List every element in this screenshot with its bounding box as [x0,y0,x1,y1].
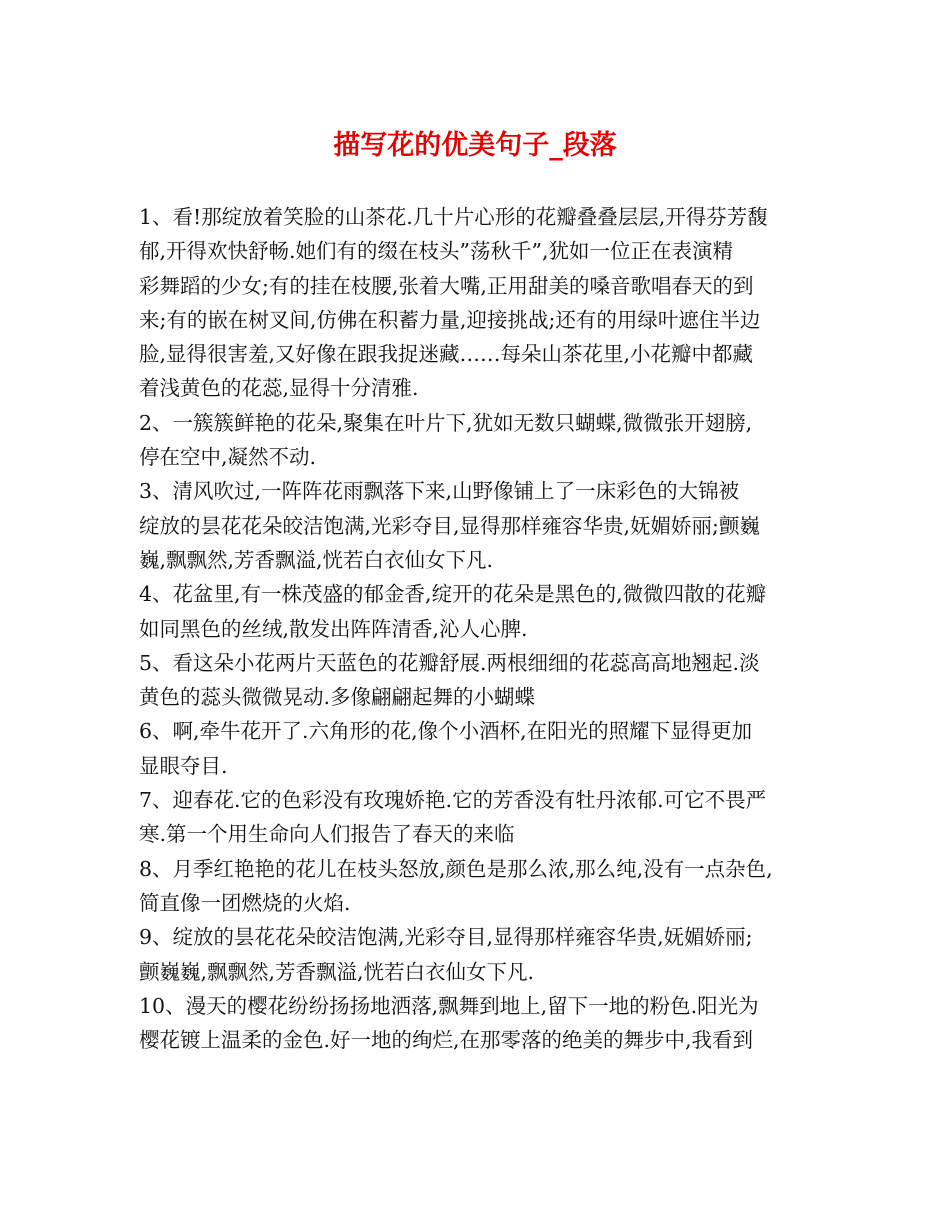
text-line: 10、漫天的樱花纷纷扬扬地洒落,飘舞到地上,留下一地的粉色.阳光为 [139,993,759,1018]
text-line: 8、月季红艳艳的花儿在枝头怒放,颜色是那么浓,那么纯,没有一点杂色, [139,856,773,881]
text-line: 如同黑色的丝绒,散发出阵阵清香,沁人心脾. [139,616,528,641]
text-line: 巍,飘飘然,芳香飘溢,恍若白衣仙女下凡. [139,547,494,572]
page-title: 描写花的优美句子_段落 [333,130,617,161]
text-line: 4、花盆里,有一株茂盛的郁金香,绽开的花朵是黑色的,微微四散的花瓣 [139,582,767,607]
text-line: 黄色的蕊头微微晃动.多像翩翩起舞的小蝴蝶 [139,685,536,710]
text-line: 寒.第一个用生命向人们报告了春天的来临 [139,822,515,847]
text-line: 5、看这朵小花两片天蓝色的花瓣舒展.两根细细的花蕊高高地翘起.淡 [139,650,760,675]
text-line: 1、看!那绽放着笑脸的山茶花.几十片心形的花瓣叠叠层层,开得芬芳馥 [139,205,768,229]
text-line: 郁,开得欢快舒畅.她们有的缀在枝头”荡秋千”,犹如一位正在表演精 [139,239,734,264]
text-line: 停在空中,凝然不动. [139,445,317,470]
text-line: 7、迎春花.它的色彩没有玫瑰娇艳.它的芳香没有牡丹浓郁.可它不畏严 [139,788,767,813]
text-line: 显眼夺目. [139,753,228,778]
text-line: 6、啊,牵牛花开了.六角形的花,像个小酒杯,在阳光的照耀下显得更加 [139,719,753,744]
text-line: 3、清风吹过,一阵阵花雨飘落下来,山野像铺上了一床彩色的大锦被 [139,479,740,504]
text-line: 绽放的昙花花朵皎洁饱满,光彩夺目,显得那样雍容华贵,妩媚娇丽;颤巍 [139,513,760,538]
text-line: 彩舞蹈的少女;有的挂在枝腰,张着大嘴,正用甜美的嗓音歌唱春天的到 [139,273,754,298]
text-line: 2、一簇簇鲜艳的花朵,聚集在叶片下,犹如无数只蝴蝶,微微张开翅膀, [139,410,753,435]
document-body [139,200,819,1057]
text-line: 樱花镀上温柔的金色.好一地的绚烂,在那零落的绝美的舞步中,我看到 [139,1028,754,1053]
text-line: 来;有的嵌在树叉间,仿佛在积蓄力量,迎接挑战;还有的用绿叶遮住半边 [139,307,761,332]
text-line: 颤巍巍,飘飘然,芳香飘溢,恍若白衣仙女下凡. [139,959,535,984]
text-line: 简直像一团燃烧的火焰. [139,890,351,915]
text-line: 脸,显得很害羞,又好像在跟我捉迷藏……每朵山茶花里,小花瓣中都藏 [139,342,754,367]
text-line: 着浅黄色的花蕊,显得十分清雅. [139,376,419,401]
text-line: 9、绽放的昙花花朵皎洁饱满,光彩夺目,显得那样雍容华贵,妩媚娇丽; [139,925,753,950]
